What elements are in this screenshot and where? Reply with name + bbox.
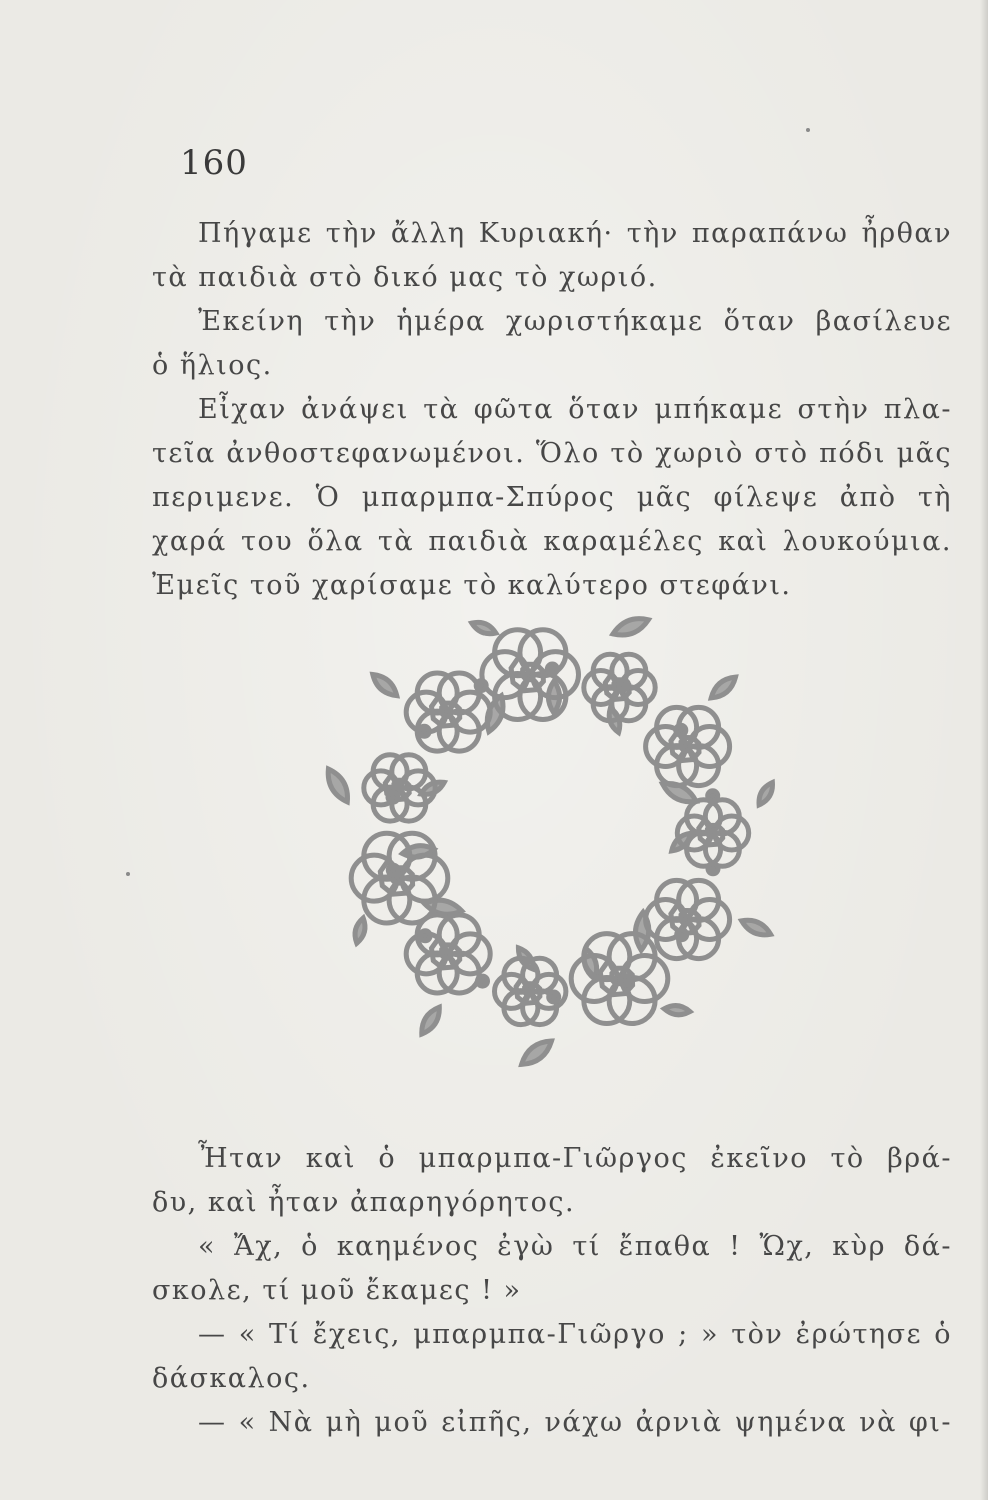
- rose-icon: [482, 630, 579, 720]
- bud-icon: [677, 930, 687, 940]
- rose-icon: [646, 707, 730, 785]
- leaf-icon: [522, 1041, 552, 1064]
- text-line: — « Τί ἔχεις, μπαρμπα-Γιῶργο ; » τὸν ἐρώτησε ὁ: [198, 1319, 952, 1350]
- text-line: δάσκαλος.: [152, 1363, 311, 1394]
- bud-icon: [708, 864, 718, 874]
- page-edge-shadow: [980, 0, 988, 1500]
- text-block-bottom: [152, 1137, 952, 1445]
- leaf-icon: [613, 619, 648, 635]
- leaf-icon: [373, 675, 397, 696]
- bud-icon: [619, 680, 629, 690]
- text-line: ὁ ἥλιος.: [152, 350, 273, 381]
- leaf-icon: [328, 769, 347, 802]
- bud-icon: [549, 992, 559, 1002]
- bud-icon: [478, 976, 488, 986]
- speck-mark: [806, 128, 810, 132]
- text-line: Ἐκείνη τὴν ἡμέρα χωριστήκαμε ὅταν βασίλευε: [198, 306, 952, 337]
- leaf-icon: [355, 918, 365, 943]
- bud-icon: [388, 865, 398, 875]
- bud-icon: [419, 726, 429, 736]
- text-line: δυ, καὶ ἦταν ἀπαρηγόρητος.: [152, 1187, 576, 1218]
- text-line: τὰ παιδιὰ στὸ δικό μας τὸ χωριό.: [152, 262, 658, 293]
- text-line: « Ἄχ, ὁ καημένος ἐγὼ τί ἔπαθα ! Ὤχ, κὺρ δά-: [198, 1231, 952, 1262]
- text-block-top: [152, 212, 952, 608]
- rose-icon: [646, 880, 730, 958]
- bud-icon: [620, 975, 630, 985]
- leaf-icon: [472, 622, 496, 633]
- leaf-icon: [711, 677, 735, 698]
- leaf-icon: [422, 1007, 440, 1034]
- leaf-icon: [664, 1006, 690, 1015]
- leaf-icon: [759, 783, 772, 805]
- text-line: χαρά του ὅλα τὰ παιδιὰ καραμέλες καὶ λουκούμια.: [152, 526, 952, 557]
- bud-icon: [420, 931, 430, 941]
- leaf-icon: [742, 920, 771, 935]
- text-line: περιμενε. Ὁ μπαρμπα-Σπύρος μᾶς φίλεψε ἀπὸ τὴ: [152, 482, 952, 513]
- speck-mark: [126, 872, 130, 876]
- text-line: σκολε, τί μοῦ ἔκαμες ! »: [152, 1275, 522, 1306]
- bud-icon: [476, 681, 486, 691]
- rose-icon: [351, 833, 448, 923]
- text-line: Ἐμεῖς τοῦ χαρίσαμε τὸ καλύτερο στεφάνι.: [152, 570, 792, 601]
- text-line: Εἶχαν ἀνάψει τὰ φῶτα ὅταν μπήκαμε στὴν πλα-: [198, 394, 952, 425]
- wreath-icon: [318, 598, 788, 1068]
- bud-icon: [388, 792, 398, 802]
- text-line: Πήγαμε τὴν ἄλλη Κυριακή· τὴν παραπάνω ἦρθαν: [198, 218, 952, 249]
- text-line: τεῖα ἀνθοστεφανωμένοι. Ὅλο τὸ χωριὸ στὸ πόδι μᾶς: [152, 438, 952, 469]
- text-line: — « Νὰ μὴ μοῦ εἰπῆς, νάχω ἀρνιὰ ψημένα νὰ φι-: [198, 1407, 952, 1438]
- text-line: Ἦταν καὶ ὁ μπαρμπα-Γιῶργος ἐκεῖνο τὸ βρά-: [198, 1143, 952, 1174]
- bud-icon: [547, 664, 557, 674]
- bud-icon: [676, 725, 686, 735]
- bud-icon: [708, 791, 718, 801]
- page-number: 160: [180, 143, 248, 183]
